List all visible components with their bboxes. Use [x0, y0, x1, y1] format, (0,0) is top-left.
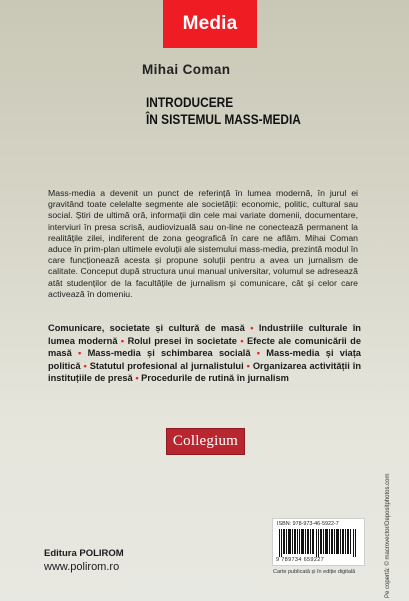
- title-line-2: ÎN SISTEMUL MASS-MEDIA: [146, 112, 301, 127]
- topic-item: Industriile culturale în lumea modernă: [48, 323, 361, 346]
- description-text: Mass-media a devenit un punct de referință în lumea modernă, în jurul ei gravitând toate celelalte segmente ale societății: economic, politic, cultural sau social. Știri de ultimă oră, informații din cele mai variate domenii, documentare, interviuri în presa scrisă, audiovizuală sau on-line ne conectează permanent la realitățile zilei, indiferent de zona geografică în care ne aflăm. Mihai Coman aduce în prim-plan ultimele evoluții ale sistemului mass-media, prezintă modul în care funcționează acesta și propune soluții pentru a avea un jurnalism de calitate. Conceput după structura unui manual universitar, volumul se adresează atât studenților de la facultățile de jurnalism și comunicare, cât și celor care activează în domeniu.: [48, 188, 358, 299]
- cover-credit: Pe copertă: © macrovector/Depositphotos.com: [385, 473, 391, 598]
- isbn-text: ISBN: 978-973-46-5922-7: [277, 521, 339, 527]
- publisher-name: Editura POLIROM: [44, 548, 124, 559]
- barcode-bars: [279, 529, 359, 557]
- topic-bullet: •: [120, 335, 128, 346]
- collegium-logo: [166, 428, 245, 455]
- book-title: [146, 94, 322, 128]
- topic-item: Efecte ale comunicării de masă: [48, 335, 362, 359]
- publisher-website[interactable]: www.polirom.ro: [44, 561, 120, 573]
- topic-bullet: •: [135, 373, 142, 384]
- author-name: Mihai Coman: [142, 62, 231, 77]
- digital-edition-note: Carte publicată și în ediție digitală: [273, 569, 356, 575]
- barcode-number: 9 789734 659227: [276, 557, 325, 563]
- topic-item: Rolul presei în societate: [127, 335, 237, 346]
- series-label: Media: [182, 13, 238, 34]
- title-line-1: INTRODUCERE: [146, 95, 234, 110]
- topic-bullet: •: [240, 335, 247, 346]
- barcode: [272, 518, 365, 566]
- collection-logo-text: Collegium: [172, 433, 239, 449]
- topic-bullet: •: [246, 360, 253, 371]
- topic-item: Statutul profesional al jurnalistului: [89, 360, 244, 371]
- topic-item: Organizarea activității în instituțiile de presă: [48, 360, 362, 384]
- topic-bullet: •: [250, 323, 259, 333]
- topic-bullet: •: [256, 348, 267, 359]
- topic-bullet: •: [78, 348, 88, 359]
- book-description: [48, 188, 358, 300]
- topic-item: Mass-media și schimbarea socială: [87, 348, 251, 359]
- topic-item: Procedurile de rutină în jurnalism: [141, 373, 289, 384]
- topic-item: Comunicare, societate și cultură de masă: [48, 323, 245, 333]
- topic-bullet: •: [83, 360, 90, 371]
- series-banner: [163, 0, 257, 48]
- topics-list: [48, 322, 361, 385]
- topic-item: Mass-media și viața politică: [48, 348, 361, 371]
